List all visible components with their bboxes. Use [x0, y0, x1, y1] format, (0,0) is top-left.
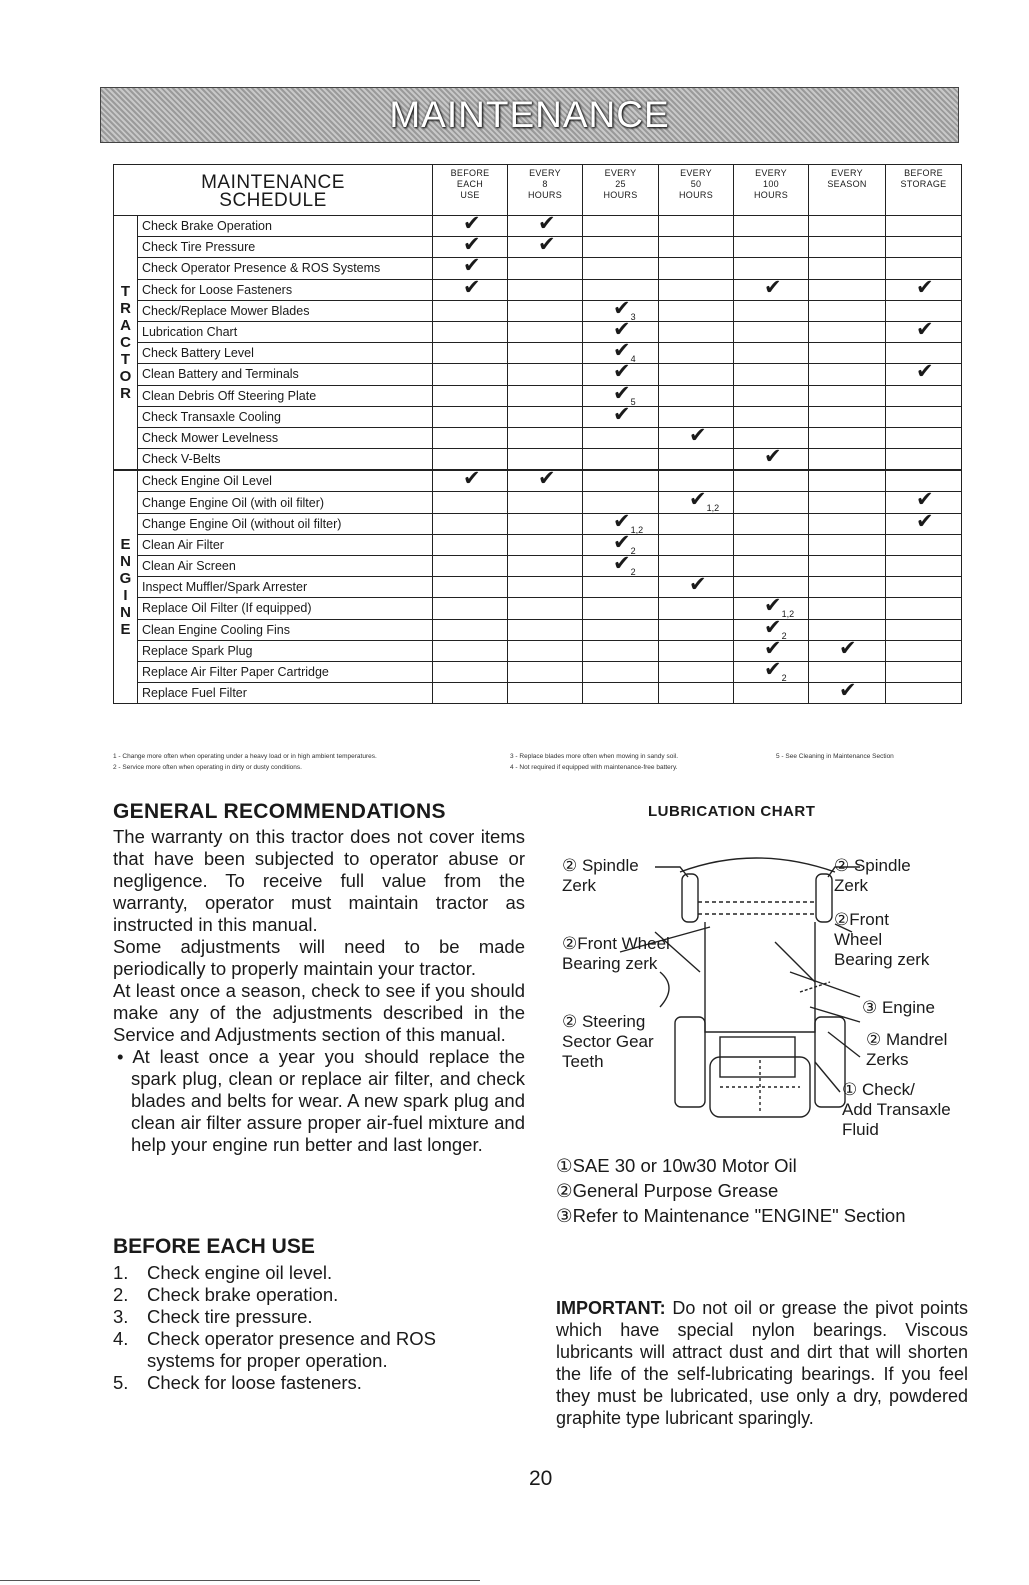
- general-recommendations-heading: GENERAL RECOMMENDATIONS: [113, 800, 446, 823]
- table-row: [114, 534, 962, 555]
- schedule-cell: [659, 364, 734, 385]
- schedule-cell: [508, 279, 583, 300]
- task-cell: Check Operator Presence & ROS Systems: [138, 258, 433, 279]
- schedule-cell: [659, 258, 734, 279]
- schedule-cell: [734, 300, 809, 321]
- schedule-cell: [886, 556, 962, 577]
- important-note: [556, 1297, 968, 1429]
- schedule-cell: [433, 598, 508, 619]
- schedule-cell: [659, 343, 734, 364]
- general-paragraph-1: The warranty on this tractor does not cover items that have been subjected to operator abuse or negligence. To receive full value from the warranty, operator must maintain tractor as instructed in this manual.: [113, 826, 525, 935]
- list-item: 4. Check operator presence and ROS systems for proper operation.: [113, 1328, 436, 1371]
- schedule-cell: [433, 577, 508, 598]
- schedule-cell: [433, 556, 508, 577]
- task-cell: Change Engine Oil (with oil filter): [138, 492, 433, 513]
- checkmark-icon: ✔: [764, 445, 782, 469]
- general-recommendations-body: [113, 826, 525, 1156]
- list-item: 5. Check for loose fasteners.: [113, 1372, 362, 1393]
- checkmark-icon: $✔_{1,2}$: [689, 488, 720, 514]
- task-cell: Clean Engine Cooling Fins: [138, 619, 433, 640]
- schedule-cell: [583, 598, 659, 619]
- task-cell: Check Transaxle Cooling: [138, 406, 433, 427]
- schedule-cell: [659, 423, 734, 448]
- schedule-cell: [809, 513, 886, 534]
- table-row: [114, 598, 962, 619]
- schedule-cell: [734, 556, 809, 577]
- checkmark-icon: ✔: [538, 233, 556, 257]
- task-cell: Clean Battery and Terminals: [138, 364, 433, 385]
- footnote-4: 4 - Not required if equipped with maintenance-free battery.: [510, 764, 678, 771]
- schedule-cell: [433, 683, 508, 704]
- schedule-cell: [433, 343, 508, 364]
- schedule-cell: [734, 385, 809, 406]
- general-paragraph-3: At least once a season, check to see if you should make any of the adjustments described in the Service and Adjustments section of this manual.: [113, 980, 525, 1045]
- maintenance-schedule-table: [113, 164, 962, 704]
- schedule-cell: [886, 427, 962, 448]
- schedule-cell: [659, 385, 734, 406]
- schedule-cell: [508, 534, 583, 555]
- list-item: 1. Check engine oil level.: [113, 1262, 333, 1283]
- schedule-cell: [583, 683, 659, 704]
- schedule-cell: [583, 449, 659, 471]
- schedule-cell: [886, 577, 962, 598]
- schedule-cell: [433, 492, 508, 513]
- table-row: [114, 300, 962, 321]
- lubrication-chart-heading: LUBRICATION CHART: [648, 803, 816, 820]
- banner-title: MAINTENANCE: [389, 94, 670, 135]
- footnote-3: 3 - Replace blades more often when mowing in sandy soil.: [510, 753, 679, 760]
- schedule-cell: [886, 640, 962, 661]
- schedule-cell: [734, 534, 809, 555]
- schedule-cell: [583, 577, 659, 598]
- table-row: [114, 364, 962, 385]
- checkmark-icon: ✔: [764, 636, 782, 660]
- schedule-cell: [659, 683, 734, 704]
- label-spindle-right: ② Spindle Zerk: [834, 856, 911, 895]
- schedule-cell: [809, 258, 886, 279]
- schedule-cell: [886, 275, 962, 300]
- schedule-cell: [886, 661, 962, 682]
- schedule-cell: [809, 321, 886, 342]
- checkmark-icon: ✔: [916, 275, 934, 299]
- schedule-cell: [886, 509, 962, 534]
- checkmark-icon: ✔: [538, 467, 556, 491]
- schedule-cell: [809, 406, 886, 427]
- task-cell: Inspect Muffler/Spark Arrester: [138, 577, 433, 598]
- schedule-cell: [886, 237, 962, 258]
- table-row: [114, 640, 962, 661]
- schedule-cell: [734, 470, 809, 492]
- schedule-body: [114, 212, 962, 704]
- table-row: [114, 237, 962, 258]
- checkmark-icon: ✔: [764, 275, 782, 299]
- schedule-cell: [809, 492, 886, 513]
- checkmark-icon: ✔: [916, 317, 934, 341]
- checkmark-icon: ✔: [538, 212, 556, 235]
- table-row: [114, 513, 962, 534]
- schedule-cell: [659, 321, 734, 342]
- col-before-each-use: BEFORE EACH USE: [433, 165, 508, 216]
- schedule-cell: [886, 683, 962, 704]
- schedule-cell: [886, 317, 962, 342]
- schedule-cell: [433, 640, 508, 661]
- checkmark-icon: $✔_2$: [764, 615, 787, 641]
- schedule-cell: [734, 492, 809, 513]
- label-steering: ② Steering Sector Gear Teeth: [562, 1012, 654, 1071]
- general-bullet: • At least once a year you should replace the spark plug, clean or replace air filter, and check blades and belts for wear. A new spark plug and clean air filter assure proper air-fuel mixture and help your engine run better and last longer.: [117, 1046, 525, 1155]
- label-transaxle: ① Check/ Add Transaxle Fluid: [842, 1080, 951, 1139]
- label-mandrel: ② Mandrel Zerks: [866, 1030, 948, 1069]
- checkmark-icon: ✔: [613, 402, 631, 426]
- task-cell: Clean Air Filter: [138, 534, 433, 555]
- schedule-cell: [508, 343, 583, 364]
- schedule-cell: [583, 552, 659, 578]
- task-cell: Replace Air Filter Paper Cartridge: [138, 661, 433, 682]
- table-row: [114, 661, 962, 682]
- schedule-cell: [734, 237, 809, 258]
- engine-side-label: E N G I N E: [114, 470, 138, 704]
- checkmark-icon: $✔_5$: [613, 381, 636, 407]
- schedule-cell: [886, 619, 962, 640]
- schedule-cell: [734, 364, 809, 385]
- schedule-cell: [734, 321, 809, 342]
- schedule-cell: [508, 619, 583, 640]
- schedule-cell: [508, 233, 583, 258]
- schedule-cell: [433, 406, 508, 427]
- table-row: [114, 427, 962, 448]
- schedule-cell: [809, 343, 886, 364]
- checkmark-icon: ✔: [463, 275, 481, 299]
- task-cell: Lubrication Chart: [138, 321, 433, 342]
- table-row: [114, 279, 962, 300]
- lubrication-diagram: [560, 832, 980, 1152]
- col-every-season: EVERY SEASON: [809, 165, 886, 216]
- schedule-cell: [508, 683, 583, 704]
- schedule-cell: [886, 385, 962, 406]
- schedule-cell: [659, 534, 734, 555]
- schedule-cell: [583, 661, 659, 682]
- important-label: IMPORTANT:: [556, 1298, 666, 1318]
- schedule-cell: [508, 577, 583, 598]
- schedule-cell: [659, 661, 734, 682]
- schedule-cell: [508, 364, 583, 385]
- checkmark-icon: ✔: [916, 360, 934, 384]
- schedule-cell: [659, 513, 734, 534]
- schedule-cell: [659, 449, 734, 471]
- schedule-cell: [659, 237, 734, 258]
- schedule-cell: [508, 492, 583, 513]
- schedule-cell: [809, 300, 886, 321]
- schedule-cell: [659, 619, 734, 640]
- schedule-cell: [659, 216, 734, 237]
- schedule-cell: [583, 402, 659, 427]
- schedule-cell: [433, 300, 508, 321]
- list-item: 3. Check tire pressure.: [113, 1306, 313, 1327]
- schedule-cell: [809, 427, 886, 448]
- task-cell: Check Engine Oil Level: [138, 470, 433, 492]
- schedule-cell: [508, 406, 583, 427]
- task-cell: Check Mower Levelness: [138, 427, 433, 448]
- bottom-rule: [0, 1580, 480, 1581]
- label-spindle-left: ② Spindle Zerk: [562, 856, 639, 895]
- schedule-cell: [433, 467, 508, 492]
- schedule-cell: [809, 679, 886, 704]
- task-cell: Clean Debris Off Steering Plate: [138, 385, 433, 406]
- schedule-cell: [433, 619, 508, 640]
- schedule-cell: [734, 445, 809, 471]
- schedule-cell: [583, 237, 659, 258]
- schedule-cell: [886, 449, 962, 471]
- schedule-cell: [809, 385, 886, 406]
- task-cell: Check Battery Level: [138, 343, 433, 364]
- schedule-cell: [508, 321, 583, 342]
- checkmark-icon: ✔: [463, 254, 481, 278]
- checkmark-icon: $✔_{1,2}$: [764, 594, 795, 620]
- footnote-5: 5 - See Cleaning in Maintenance Section: [776, 753, 894, 760]
- schedule-cell: [809, 237, 886, 258]
- col-before-storage: BEFORE STORAGE: [886, 165, 962, 216]
- col-every-25-hours: EVERY 25 HOURS: [583, 165, 659, 216]
- checkmark-icon: ✔: [613, 317, 631, 341]
- schedule-cell: [809, 598, 886, 619]
- schedule-cell: [508, 258, 583, 279]
- section-banner: [100, 87, 959, 143]
- task-cell: Replace Fuel Filter: [138, 683, 433, 704]
- table-row: [114, 577, 962, 598]
- schedule-cell: [734, 216, 809, 237]
- schedule-cell: [809, 534, 886, 555]
- schedule-cell: [734, 275, 809, 300]
- schedule-cell: [508, 300, 583, 321]
- task-cell: Check/Replace Mower Blades: [138, 300, 433, 321]
- schedule-cell: [583, 216, 659, 237]
- schedule-cell: [886, 534, 962, 555]
- schedule-cell: [508, 513, 583, 534]
- schedule-cell: [433, 427, 508, 448]
- schedule-cell: [583, 640, 659, 661]
- col-every-50-hours: EVERY 50 HOURS: [659, 165, 734, 216]
- schedule-cell: [433, 534, 508, 555]
- label-front-wheel-right: ②Front Wheel Bearing zerk: [834, 910, 930, 969]
- schedule-cell: [809, 636, 886, 661]
- table-row: [114, 492, 962, 513]
- before-each-use-list: [113, 1262, 533, 1394]
- checkmark-icon: ✔: [916, 509, 934, 533]
- checkmark-icon: $✔_3$: [613, 296, 636, 322]
- schedule-cell: [659, 279, 734, 300]
- schedule-cell: [508, 427, 583, 448]
- task-cell: Replace Spark Plug: [138, 640, 433, 661]
- schedule-cell: [809, 470, 886, 492]
- label-front-wheel-left: ②Front Wheel Bearing zerk: [562, 934, 670, 973]
- schedule-cell: [583, 427, 659, 448]
- schedule-cell: [508, 598, 583, 619]
- table-row: [114, 556, 962, 577]
- checkmark-icon: $✔_4$: [613, 339, 636, 365]
- checkmark-icon: ✔: [463, 212, 481, 235]
- schedule-cell: [659, 300, 734, 321]
- schedule-cell: [809, 556, 886, 577]
- task-cell: Clean Air Screen: [138, 556, 433, 577]
- schedule-cell: [734, 683, 809, 704]
- checkmark-icon: $✔_2$: [764, 657, 787, 684]
- legend-item: ③Refer to Maintenance "ENGINE" Section: [556, 1205, 906, 1226]
- checkmark-icon: ✔: [613, 360, 631, 384]
- lubrication-legend: [556, 1153, 906, 1228]
- checkmark-icon: ✔: [463, 467, 481, 491]
- task-cell: Check Tire Pressure: [138, 237, 433, 258]
- schedule-cell: [886, 598, 962, 619]
- schedule-cell: [659, 573, 734, 598]
- tractor-side-label: T R A C T O R: [114, 216, 138, 471]
- schedule-title: MAINTENANCE SCHEDULE: [114, 165, 433, 216]
- schedule-cell: [433, 513, 508, 534]
- schedule-cell: [433, 275, 508, 300]
- page-number: 20: [529, 1467, 553, 1490]
- table-row: [114, 385, 962, 406]
- task-cell: Check for Loose Fasteners: [138, 279, 433, 300]
- schedule-cell: [659, 598, 734, 619]
- schedule-cell: [886, 406, 962, 427]
- schedule-cell: [583, 619, 659, 640]
- schedule-cell: [809, 364, 886, 385]
- schedule-cell: [734, 513, 809, 534]
- schedule-cell: [734, 657, 809, 684]
- checkmark-icon: ✔: [839, 679, 857, 703]
- col-every-8-hours: EVERY 8 HOURS: [508, 165, 583, 216]
- schedule-cell: [659, 640, 734, 661]
- table-row: [114, 343, 962, 364]
- schedule-cell: [583, 258, 659, 279]
- schedule-cell: [433, 385, 508, 406]
- schedule-cell: [508, 467, 583, 492]
- table-row: [114, 470, 962, 492]
- footnote-1: 1 - Change more often when operating under a heavy load or in high ambient temperatures.: [113, 753, 377, 760]
- schedule-cell: [433, 321, 508, 342]
- legend-item: ①SAE 30 or 10w30 Motor Oil: [556, 1155, 797, 1176]
- schedule-cell: [508, 385, 583, 406]
- label-engine: ③ Engine: [862, 998, 935, 1017]
- schedule-cell: [508, 556, 583, 577]
- schedule-cell: [809, 449, 886, 471]
- checkmark-icon: $✔_{1,2}$: [613, 509, 644, 535]
- schedule-cell: [659, 488, 734, 514]
- schedule-cell: [809, 279, 886, 300]
- schedule-cell: [809, 577, 886, 598]
- schedule-cell: [809, 216, 886, 237]
- task-cell: Check V-Belts: [138, 449, 433, 471]
- checkmark-icon: ✔: [916, 488, 934, 512]
- before-each-use-heading: BEFORE EACH USE: [113, 1235, 315, 1258]
- task-cell: Change Engine Oil (without oil filter): [138, 513, 433, 534]
- table-row: [114, 683, 962, 704]
- schedule-cell: [734, 343, 809, 364]
- schedule-cell: [886, 216, 962, 237]
- task-cell: Check Brake Operation: [138, 216, 433, 237]
- schedule-cell: [508, 661, 583, 682]
- checkmark-icon: ✔: [839, 636, 857, 660]
- checkmark-icon: ✔: [463, 233, 481, 257]
- general-paragraph-2: Some adjustments will need to be made periodically to properly maintain your tractor.: [113, 936, 525, 979]
- schedule-cell: [583, 470, 659, 492]
- schedule-cell: [734, 406, 809, 427]
- footnote-2: 2 - Service more often when operating in dirty or dusty conditions.: [113, 764, 302, 771]
- schedule-cell: [508, 640, 583, 661]
- schedule-cell: [886, 360, 962, 385]
- list-item: 2. Check brake operation.: [113, 1284, 339, 1305]
- checkmark-icon: ✔: [689, 573, 707, 597]
- legend-item: ②General Purpose Grease: [556, 1180, 779, 1201]
- table-row: [114, 321, 962, 342]
- checkmark-icon: $✔_2$: [613, 552, 636, 578]
- col-every-100-hours: EVERY 100 HOURS: [734, 165, 809, 216]
- checkmark-icon: $✔_2$: [613, 530, 636, 556]
- schedule-cell: [433, 661, 508, 682]
- table-row: [114, 619, 962, 640]
- schedule-cell: [433, 364, 508, 385]
- important-text: Do not oil or grease the pivot points which have special nylon bearings. Viscous lubricants will attract dust and dirt that will shorten the life of the self-lubricating bearings. If you feel they must be lubricated, use only a dry, powdered graphite type lubricant sparingly.: [556, 1298, 968, 1428]
- table-row: [114, 258, 962, 279]
- table-row: [114, 406, 962, 427]
- task-cell: Replace Oil Filter (If equipped): [138, 598, 433, 619]
- checkmark-icon: ✔: [689, 423, 707, 447]
